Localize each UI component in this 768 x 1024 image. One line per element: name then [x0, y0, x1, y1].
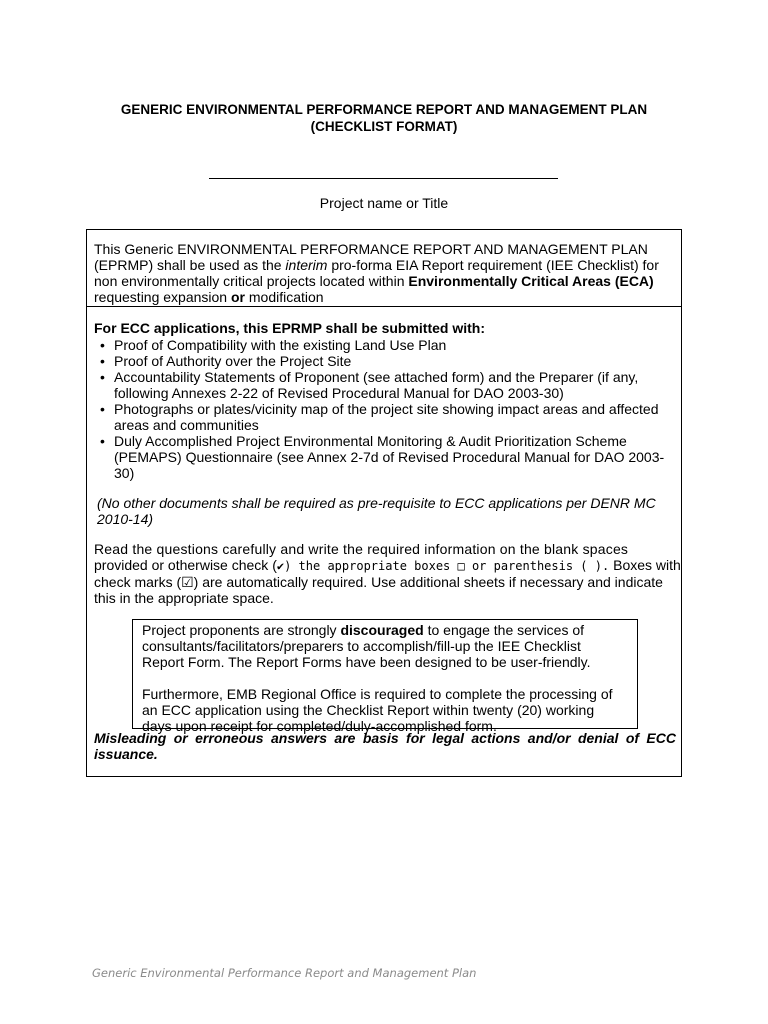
requirement-item: • Photographs or plates/vicinity map of the project site showing impact areas and affected areas and communities: [94, 401, 674, 433]
intro-line-3: non environmentally critical projects located within Environmentally Critical Areas (ECA): [94, 273, 654, 289]
instructions-paragraph: Read the questions carefully and write the required information on the blank spaces provided or otherwise check (✔) the appropriate boxes □ or parenthesis ( ). Boxes with check marks (☑) are automatically required. Use additional sheets if necessary and indicate this in the appropriate space.: [94, 541, 681, 606]
requirements-list: [94, 337, 674, 481]
intro-line-2: (EPRMP) shall be used as the interim pro-forma EIA Report requirement (IEE Checklist) for: [94, 257, 659, 273]
no-other-documents-note: (No other documents shall be required as pre-requisite to ECC applications per DENR MC 2010-14): [97, 495, 656, 527]
requirement-item: • Proof of Authority over the Project Site: [94, 353, 674, 369]
project-name-blank-line: [209, 178, 558, 179]
requirements-box: [86, 306, 682, 777]
requirement-item: • Duly Accomplished Project Environmental Monitoring & Audit Prioritization Scheme (PEMAPS) Questionnaire (see Annex 2-7d of Revised Procedural Manual for DAO 2003- 30): [94, 433, 674, 481]
requirement-item: • Accountability Statements of Proponent (see attached form) and the Preparer (if any, following Annexes 2-22 of Revised Procedural Manual for DAO 2003-30): [94, 369, 674, 401]
requirements-heading: For ECC applications, this EPRMP shall be submitted with:: [94, 320, 486, 336]
intro-line-4: requesting expansion or modification: [94, 289, 324, 305]
intro-line-1: This Generic ENVIRONMENTAL PERFORMANCE REPORT AND MANAGEMENT PLAN: [94, 241, 648, 257]
intro-box: [86, 229, 682, 307]
discouraged-notice-box: [132, 619, 638, 734]
title-line-2: (CHECKLIST FORMAT): [310, 119, 458, 134]
page-footer: Generic Environmental Performance Report and Management Plan: [92, 966, 477, 980]
notice-paragraph-2: Furthermore, EMB Regional Office is required to complete the processing of an ECC application using the Checklist Report within twenty (20) working days upon receipt for completed/duly-accomplished form.: [142, 686, 613, 734]
intro-paragraph: [94, 241, 681, 305]
legal-warning: Misleading or erroneous answers are basis for legal actions and/or denial of ECC issuance.: [94, 730, 676, 762]
requirement-item: • Proof of Compatibility with the existing Land Use Plan: [94, 337, 674, 353]
project-name-label: Project name or Title: [319, 195, 449, 211]
document-title: [60, 101, 708, 135]
notice-paragraph-1: Project proponents are strongly discouraged to engage the services of consultants/facilitators/preparers to accomplish/fill-up the IEE Checklist Report Form. The Report Forms have been designed to be user-friendly.: [142, 622, 591, 670]
title-line-1: GENERIC ENVIRONMENTAL PERFORMANCE REPORT AND MANAGEMENT PLAN: [120, 102, 648, 117]
